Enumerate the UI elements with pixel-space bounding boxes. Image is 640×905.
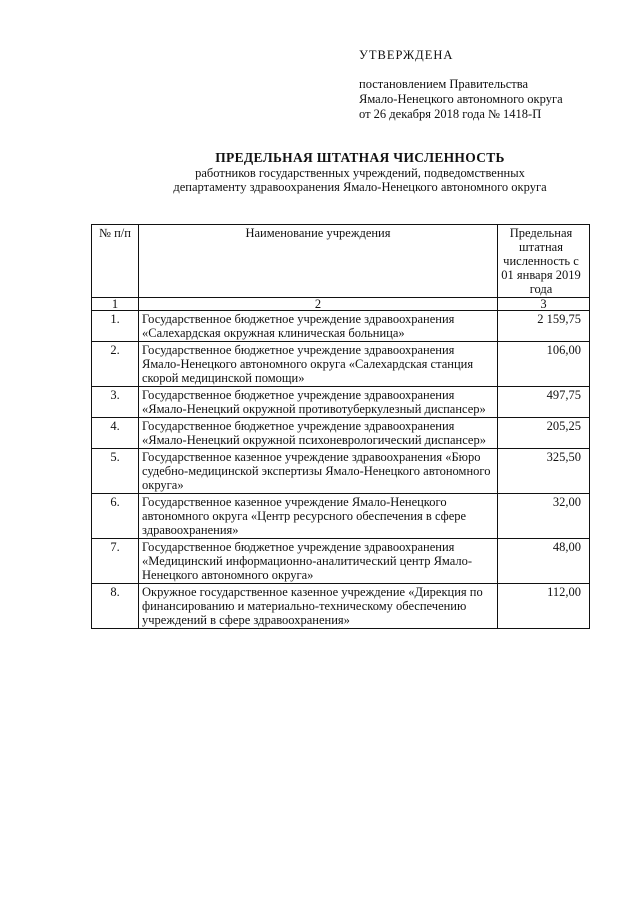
row-institution-name: Окружное государственное казенное учреждение «Дирекция по финансированию и материально-техническому обеспечению учреждений в сфере здравоохранения» [139,584,498,629]
row-staff-limit: 112,00 [498,584,590,629]
document-subtitle-1: работников государственных учреждений, подведомственных [195,166,525,180]
table-row [92,584,590,629]
table-header-row [92,225,590,298]
row-staff-limit: 205,25 [498,418,590,449]
table-row [92,311,590,342]
row-institution-name: Государственное бюджетное учреждение здравоохранения «Салехардская окружная клиническая больница» [139,311,498,342]
approval-heading: УТВЕРЖДЕНА [359,48,454,62]
row-staff-limit: 32,00 [498,494,590,539]
index-cell-2: 2 [139,298,498,311]
row-staff-limit: 325,50 [498,449,590,494]
row-number: 6. [92,494,139,539]
table-row [92,449,590,494]
table-row [92,418,590,449]
row-number: 1. [92,311,139,342]
header-value: Предельная штатная численность с 01 января 2019 года [498,225,590,298]
header-name: Наименование учреждения [139,225,498,298]
row-number: 2. [92,342,139,387]
approval-line-1: постановлением Правительства [359,77,529,91]
row-institution-name: Государственное бюджетное учреждение здравоохранения «Ямало-Ненецкий окружной психоневрологический диспансер» [139,418,498,449]
document-subtitle-2: департаменту здравоохранения Ямало-Ненецкого автономного округа [173,180,547,194]
table-row [92,342,590,387]
index-cell-3: 3 [498,298,590,311]
row-institution-name: Государственное бюджетное учреждение здравоохранения Ямало-Ненецкого автономного округа «Салехардская станция скорой медицинской помощи» [139,342,498,387]
row-institution-name: Государственное казенное учреждение Ямало-Ненецкого автономного округа «Центр ресурсного обеспечения в сфере здравоохранения» [139,494,498,539]
approval-line-3: от 26 декабря 2018 года № 1418-П [359,107,542,121]
staffing-table [91,224,590,629]
title-block [80,150,640,194]
row-institution-name: Государственное бюджетное учреждение здравоохранения «Медицинский информационно-аналитический центр Ямало-Ненецкого автономного округа» [139,539,498,584]
table-row [92,494,590,539]
table-row [92,387,590,418]
row-number: 7. [92,539,139,584]
document-title: ПРЕДЕЛЬНАЯ ШТАТНАЯ ЧИСЛЕННОСТЬ [215,150,505,165]
approval-line-2: Ямало-Ненецкого автономного округа [359,92,563,106]
table-index-row [92,298,590,311]
row-institution-name: Государственное бюджетное учреждение здравоохранения «Ямало-Ненецкий окружной противотуберкулезный диспансер» [139,387,498,418]
row-number: 5. [92,449,139,494]
row-number: 8. [92,584,139,629]
row-staff-limit: 497,75 [498,387,590,418]
approval-stamp [359,48,563,122]
row-staff-limit: 106,00 [498,342,590,387]
row-staff-limit: 2 159,75 [498,311,590,342]
row-number: 3. [92,387,139,418]
row-staff-limit: 48,00 [498,539,590,584]
table-row [92,539,590,584]
header-num: № п/п [92,225,139,298]
row-institution-name: Государственное казенное учреждение здравоохранения «Бюро судебно-медицинской экспертизы Ямало-Ненецкого автономного округа» [139,449,498,494]
index-cell-1: 1 [92,298,139,311]
table-body [92,311,590,629]
row-number: 4. [92,418,139,449]
